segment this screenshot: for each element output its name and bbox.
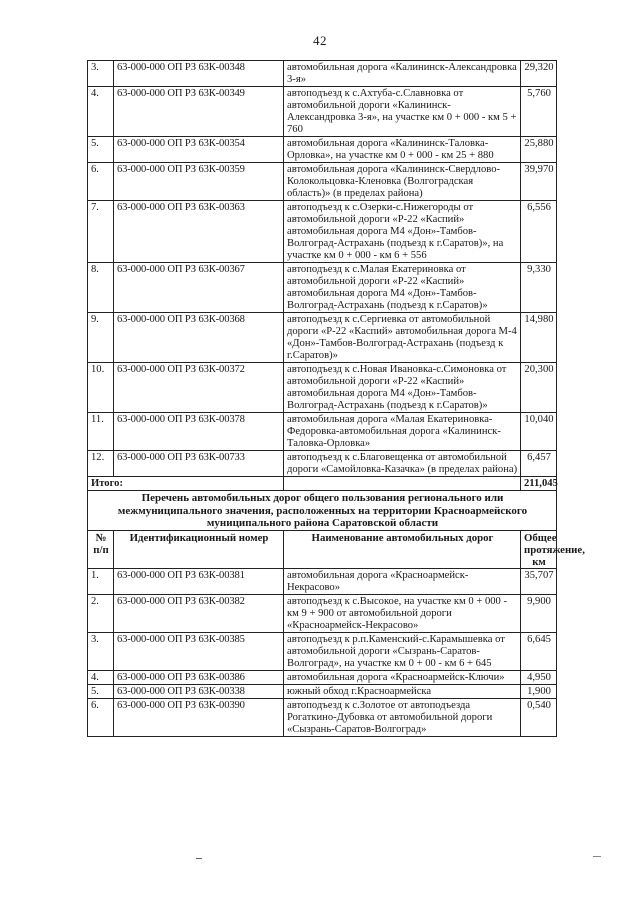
row-length: 0,540 [521,698,557,736]
row-road-name: автоподъезд к с.Малая Екатериновка от автомобильной дороги «Р-22 «Каспий» автомобильная дорога М4 «Дон»-Тамбов-Волгоград-Астрахань (подъезд к г.Саратов)» [284,263,521,313]
row-road-name: автоподъезд к с.Золотое от автоподъезда Рогаткино-Дубовка от автомобильной дороги «Сызрань-Саратов-Волгоград» [284,698,521,736]
row-number: 6. [88,163,114,201]
row-road-name: автоподъезд к с.Новая Ивановка-с.Симоновка от автомобильной дороги «Р-22 «Каспий» автомобильная дорога М4 «Дон»-Тамбов-Волгоград-Астрахань (подъезд к г.Саратов)» [284,363,521,413]
row-id: 63-000-000 ОП РЗ 63К-00386 [114,670,284,684]
total-row [88,477,557,491]
row-road-name: автомобильная дорога «Калининск-Свердлово-Колокольцовка-Кленовка (Волгоградская область)» (в пределах района) [284,163,521,201]
row-id: 63-000-000 ОП РЗ 63К-00359 [114,163,284,201]
row-length: 29,320 [521,61,557,87]
table-row [88,594,557,632]
row-id: 63-000-000 ОП РЗ 63К-00348 [114,61,284,87]
row-id: 63-000-000 ОП РЗ 63К-00733 [114,451,284,477]
row-id: 63-000-000 ОП РЗ 63К-00390 [114,698,284,736]
row-length: 4,950 [521,670,557,684]
header-name: Наименование автомобильных дорог [284,530,521,568]
scan-mark [593,856,601,857]
row-road-name: автоподъезд к с.Озерки-с.Нижегороды от автомобильной дороги «Р-22 «Каспий» автомобильная дорога М4 «Дон»-Тамбов-Волгоград-Астрахань (подъезд к г.Саратов)», на участке км 0 + 000 - км 6 + 556 [284,201,521,263]
row-length: 35,707 [521,568,557,594]
table-row [88,313,557,363]
table2-header-row [88,530,557,568]
table-row [88,568,557,594]
table-row [88,698,557,736]
row-id: 63-000-000 ОП РЗ 63К-00378 [114,413,284,451]
row-length: 14,980 [521,313,557,363]
row-road-name: автомобильная дорога «Малая Екатериновка-Федоровка-автомобильная дорога «Калининск-Таловка-Орловка» [284,413,521,451]
table-row [88,263,557,313]
row-id: 63-000-000 ОП РЗ 63К-00349 [114,87,284,137]
roads-table [87,60,585,737]
row-id: 63-000-000 ОП РЗ 63К-00381 [114,568,284,594]
row-number: 4. [88,87,114,137]
row-road-name: автоподъезд к с.Высокое, на участке км 0 + 000 - км 9 + 900 от автомобильной дороги «Красноармейск-Некрасово» [284,594,521,632]
row-id: 63-000-000 ОП РЗ 63К-00372 [114,363,284,413]
table-row [88,163,557,201]
row-length: 6,556 [521,201,557,263]
row-number: 8. [88,263,114,313]
table-row [88,363,557,413]
row-length: 6,645 [521,632,557,670]
row-length: 5,760 [521,87,557,137]
table-row [88,413,557,451]
row-length: 6,457 [521,451,557,477]
row-road-name: автомобильная дорога «Красноармейск-Некрасово» [284,568,521,594]
header-num: № п/п [88,530,114,568]
row-length: 9,900 [521,594,557,632]
row-length: 10,040 [521,413,557,451]
row-number: 6. [88,698,114,736]
row-length: 1,900 [521,684,557,698]
row-road-name: автомобильная дорога «Красноармейск-Ключи» [284,670,521,684]
total-value: 211,045 [521,477,557,491]
row-id: 63-000-000 ОП РЗ 63К-00385 [114,632,284,670]
table1-body [88,61,557,477]
row-number: 12. [88,451,114,477]
total-label: Итого: [88,477,284,491]
row-length: 25,880 [521,137,557,163]
row-length: 9,330 [521,263,557,313]
row-number: 11. [88,413,114,451]
row-number: 3. [88,61,114,87]
row-number: 5. [88,137,114,163]
scan-mark [196,858,202,859]
row-road-name: автоподъезд к с.Благовещенка от автомобильной дороги «Самойловка-Казачка» (в пределах района) [284,451,521,477]
table-row [88,137,557,163]
table-row [88,87,557,137]
row-id: 63-000-000 ОП РЗ 63К-00367 [114,263,284,313]
row-road-name: южный обход г.Красноармейска [284,684,521,698]
row-number: 1. [88,568,114,594]
table-row [88,61,557,87]
table-row [88,451,557,477]
summary-and-header [88,477,585,569]
section-title: Перечень автомобильных дорог общего пользования регионального или межмуниципального значения, расположенных на территории Красноармейского муниципального района Саратовской области [88,491,557,531]
row-id: 63-000-000 ОП РЗ 63К-00338 [114,684,284,698]
row-length: 20,300 [521,363,557,413]
row-id: 63-000-000 ОП РЗ 63К-00354 [114,137,284,163]
row-number: 7. [88,201,114,263]
table-row [88,670,557,684]
row-number: 2. [88,594,114,632]
row-id: 63-000-000 ОП РЗ 63К-00382 [114,594,284,632]
row-number: 10. [88,363,114,413]
header-id: Идентификационный номер [114,530,284,568]
row-road-name: автоподъезд к с.Ахтуба-с.Славновка от автомобильной дороги «Калининск-Александровка 3-я», на участке км 0 + 000 - км 5 + 760 [284,87,521,137]
row-road-name: автомобильная дорога «Калининск-Александровка 3-я» [284,61,521,87]
row-id: 63-000-000 ОП РЗ 63К-00363 [114,201,284,263]
row-road-name: автоподъезд к с.Сергиевка от автомобильной дороги «Р-22 «Каспий» автомобильная дорога М-4 «Дон»-Тамбов-Волгоград-Астрахань (подъезд к г.Саратов)» [284,313,521,363]
table-row [88,684,557,698]
row-road-name: автомобильная дорога «Калининск-Таловка-Орловка», на участке км 0 + 000 - км 25 + 880 [284,137,521,163]
total-empty-cell [284,477,521,491]
row-length: 39,970 [521,163,557,201]
row-number: 9. [88,313,114,363]
table-row [88,632,557,670]
section-title-row [88,491,557,531]
header-length: Общее протяжение, км [521,530,557,568]
row-number: 5. [88,684,114,698]
row-number: 3. [88,632,114,670]
row-number: 4. [88,670,114,684]
table-row [88,201,557,263]
row-id: 63-000-000 ОП РЗ 63К-00368 [114,313,284,363]
row-road-name: автоподъезд к р.п.Каменский-с.Карамышевка от автомобильной дороги «Сызрань-Саратов-Волгоград», на участке км 0 + 00 - км 6 + 645 [284,632,521,670]
page-number: 42 [313,33,327,48]
